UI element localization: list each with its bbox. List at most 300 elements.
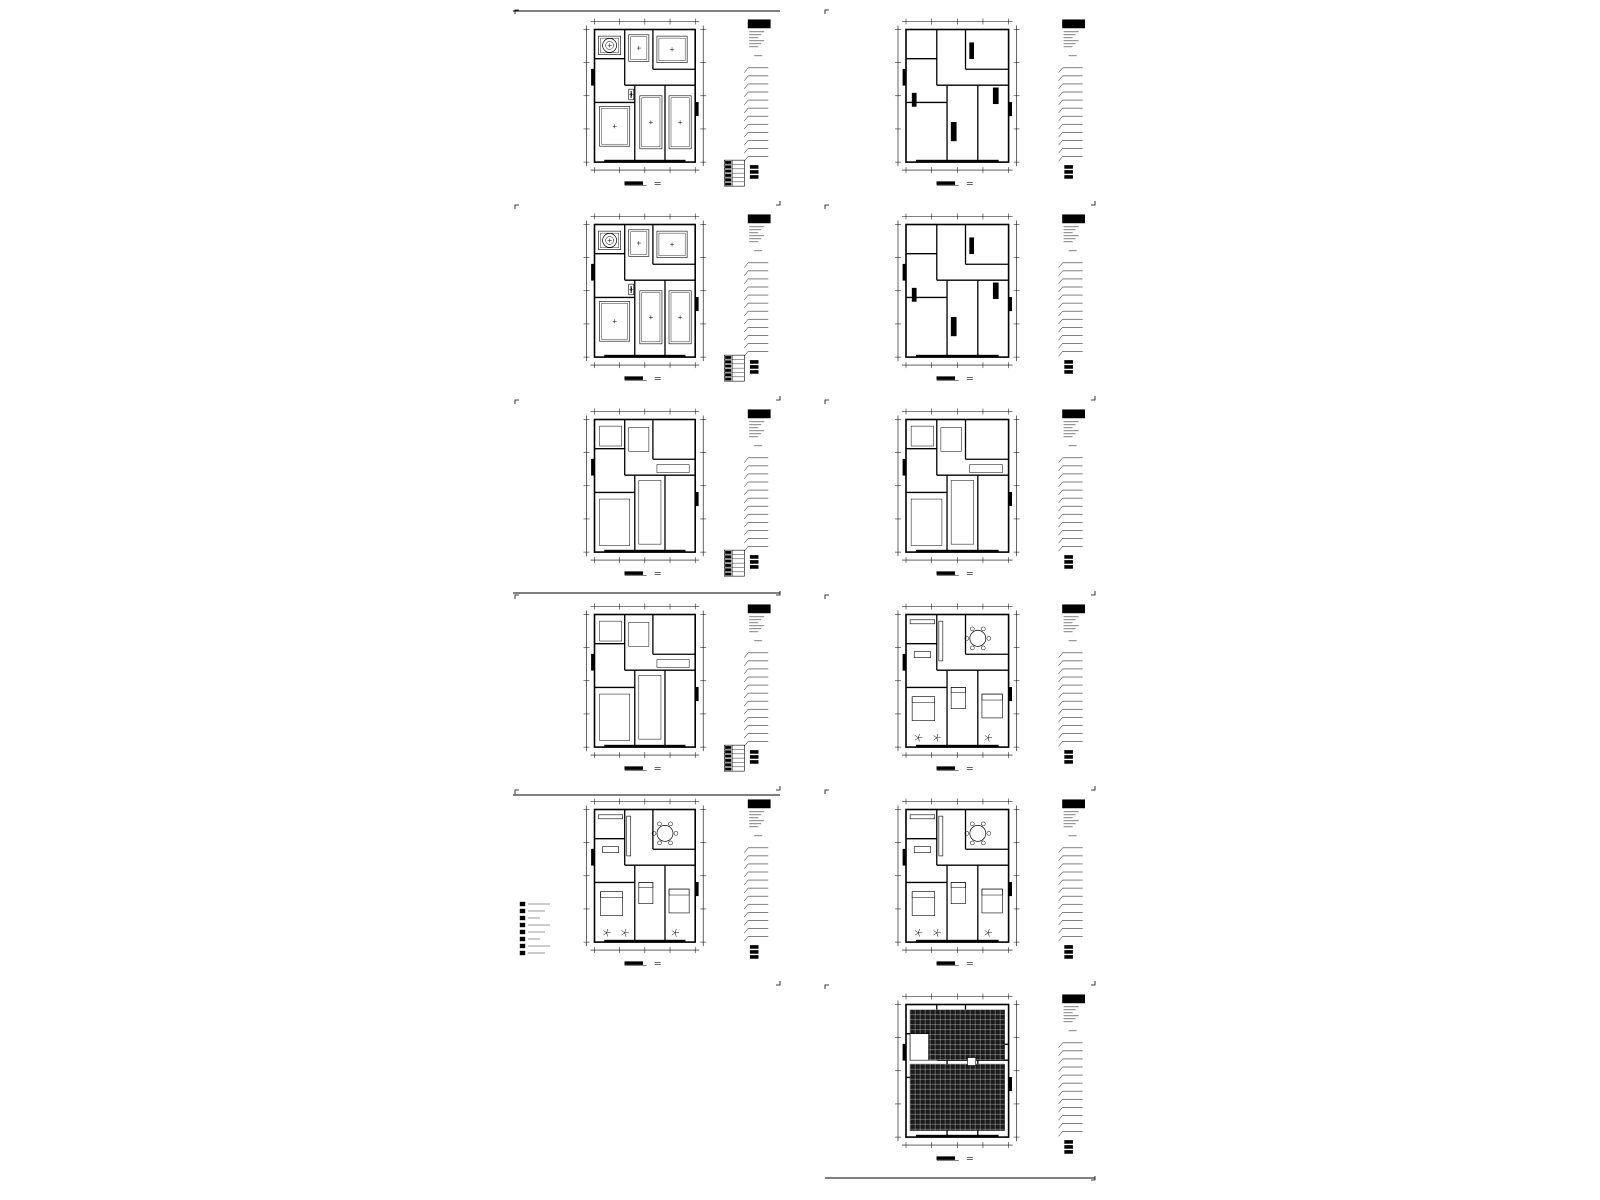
crop-mark bbox=[1091, 786, 1095, 790]
plant-symbol bbox=[915, 735, 918, 737]
title-block-stamp bbox=[750, 360, 758, 363]
room-outline bbox=[600, 499, 630, 545]
title-block-stamp bbox=[750, 555, 758, 558]
title-block-leader bbox=[744, 685, 748, 690]
title-block-stamp bbox=[750, 165, 758, 168]
crop-mark bbox=[776, 201, 780, 205]
plant-symbol bbox=[988, 929, 989, 933]
plan-outer-wall bbox=[595, 615, 696, 748]
title-block-stamp bbox=[750, 560, 758, 563]
title-block-logo bbox=[748, 410, 770, 418]
dining-chair bbox=[970, 822, 974, 826]
legend-symbol bbox=[520, 923, 525, 927]
title-block-leader bbox=[744, 343, 748, 348]
plan-balcony-sill bbox=[916, 940, 998, 942]
structural-column bbox=[993, 88, 998, 104]
legend-table-symbol bbox=[725, 161, 731, 164]
plant-symbol bbox=[937, 734, 938, 738]
title-block-leader bbox=[744, 490, 748, 495]
legend-table-symbol bbox=[725, 560, 731, 563]
plan-wall-notch bbox=[1009, 492, 1012, 505]
plan-wall-notch bbox=[903, 69, 906, 85]
plan-caption-title bbox=[937, 572, 955, 575]
plan-wall-notch bbox=[1009, 297, 1012, 310]
dining-table bbox=[970, 630, 986, 646]
plant-symbol bbox=[621, 930, 624, 932]
plan-balcony-sill bbox=[916, 745, 998, 747]
furniture-legend-list bbox=[520, 902, 550, 955]
legend-symbol bbox=[520, 930, 525, 934]
crop-mark bbox=[825, 595, 829, 599]
title-block-leader bbox=[744, 912, 748, 917]
title-block-leader bbox=[1059, 311, 1063, 316]
plant-symbol bbox=[988, 738, 989, 742]
title-block-logo bbox=[1063, 20, 1085, 28]
plan-outer-wall bbox=[906, 615, 1009, 748]
title-block-leader bbox=[1059, 514, 1063, 519]
title-block-stamp bbox=[750, 955, 758, 958]
structural-column bbox=[993, 283, 998, 299]
bed bbox=[912, 697, 935, 721]
legend-symbol bbox=[520, 951, 525, 955]
title-block-leader bbox=[744, 522, 748, 527]
kitchen-counter bbox=[599, 815, 623, 819]
plant-symbol bbox=[918, 738, 919, 742]
legend-table-symbol bbox=[725, 356, 731, 359]
legend-table-symbol bbox=[725, 755, 731, 758]
crop-mark bbox=[1091, 591, 1095, 595]
title-block-leader bbox=[1059, 701, 1063, 706]
title-block-leader bbox=[1059, 482, 1063, 487]
plan-wall-notch bbox=[695, 882, 698, 895]
title-block-stamp bbox=[750, 170, 758, 173]
room-outline bbox=[911, 499, 942, 545]
drawing-sheet bbox=[515, 595, 780, 790]
plant-symbol bbox=[621, 933, 624, 935]
title-block-leader bbox=[744, 864, 748, 869]
drawing-sheet bbox=[515, 400, 780, 595]
title-block-leader bbox=[1059, 848, 1063, 853]
title-block-logo bbox=[1063, 800, 1085, 808]
title-block-stamp bbox=[1065, 360, 1073, 363]
plant-symbol bbox=[985, 735, 988, 737]
drawing-sheet bbox=[515, 790, 780, 985]
title-block-logo bbox=[1063, 215, 1085, 223]
title-block-leader bbox=[1059, 263, 1063, 268]
title-block-leader bbox=[1059, 84, 1063, 89]
title-block-leader bbox=[744, 725, 748, 730]
legend-table-symbol bbox=[725, 378, 731, 381]
title-block-leader bbox=[744, 888, 748, 893]
title-block-leader bbox=[744, 936, 748, 941]
plan-caption-title bbox=[937, 962, 955, 965]
title-block-leader bbox=[1059, 319, 1063, 324]
kitchen-counter bbox=[910, 620, 935, 624]
plant-symbol bbox=[625, 933, 626, 937]
room-outline bbox=[951, 480, 974, 544]
title-block-leader bbox=[1059, 936, 1063, 941]
plan-balcony-sill bbox=[605, 745, 686, 747]
kitchen-counter bbox=[939, 816, 943, 856]
title-block-leader bbox=[1059, 1099, 1063, 1104]
bed bbox=[951, 882, 965, 903]
sofa bbox=[914, 652, 930, 658]
bed-pillow bbox=[982, 694, 1003, 700]
title-block-leader bbox=[1059, 140, 1063, 145]
title-block-leader bbox=[1059, 856, 1063, 861]
plan-caption-title bbox=[937, 767, 955, 770]
kitchen-counter bbox=[910, 815, 935, 819]
plan-caption-title bbox=[625, 767, 643, 770]
crop-mark bbox=[1091, 201, 1095, 205]
title-block-leader bbox=[1059, 733, 1063, 738]
bed bbox=[639, 882, 653, 903]
crop-mark bbox=[825, 400, 829, 404]
title-block-leader bbox=[1059, 279, 1063, 284]
bed-pillow bbox=[982, 889, 1003, 895]
legend-symbol bbox=[520, 916, 525, 920]
structural-column bbox=[970, 43, 974, 59]
dining-chair bbox=[970, 841, 974, 845]
title-block-leader bbox=[1059, 669, 1063, 674]
dining-chair bbox=[970, 627, 974, 631]
title-block-leader bbox=[744, 319, 748, 324]
title-block-stamp bbox=[1065, 755, 1073, 758]
title-block-leader bbox=[744, 327, 748, 332]
plant-symbol bbox=[607, 929, 608, 933]
plan-wall-notch bbox=[695, 687, 698, 700]
title-block-leader bbox=[744, 717, 748, 722]
crop-mark bbox=[825, 10, 829, 14]
dining-chair bbox=[981, 841, 985, 845]
plan-wall-notch bbox=[592, 264, 595, 280]
title-block-leader bbox=[1059, 1051, 1063, 1056]
title-block-leader bbox=[744, 303, 748, 308]
title-block-logo bbox=[748, 800, 770, 808]
title-block-leader bbox=[744, 287, 748, 292]
crop-mark bbox=[776, 786, 780, 790]
bed bbox=[982, 694, 1003, 718]
room-outline bbox=[639, 480, 661, 544]
title-block-stamp bbox=[750, 175, 758, 178]
title-block-stamp bbox=[750, 370, 758, 373]
plan-wall-notch bbox=[592, 849, 595, 865]
plan-wall-notch bbox=[695, 492, 698, 505]
title-block-leader bbox=[1059, 132, 1063, 137]
title-block-leader bbox=[1059, 343, 1063, 348]
plan-balcony-sill bbox=[605, 355, 686, 357]
legend-table-symbol bbox=[725, 360, 731, 363]
title-block-leader bbox=[744, 856, 748, 861]
crop-mark bbox=[515, 595, 519, 599]
title-block-leader bbox=[1059, 1107, 1063, 1112]
plant-symbol bbox=[934, 738, 937, 740]
plan-wall-notch bbox=[695, 297, 698, 310]
title-block-leader bbox=[744, 156, 748, 161]
title-block-leader bbox=[1059, 1115, 1063, 1120]
title-block-leader bbox=[744, 140, 748, 145]
title-block-leader bbox=[744, 653, 748, 658]
legend-symbol bbox=[520, 909, 525, 913]
bed bbox=[951, 687, 965, 708]
title-block-leader bbox=[1059, 1059, 1063, 1064]
title-block-stamp bbox=[1065, 170, 1073, 173]
plan-wall-notch bbox=[903, 1044, 906, 1060]
title-block-logo bbox=[748, 215, 770, 223]
plan-balcony-sill bbox=[605, 160, 686, 162]
legend-table-symbol bbox=[725, 568, 731, 571]
plant-symbol bbox=[603, 933, 606, 935]
legend-symbol bbox=[520, 902, 525, 906]
title-block-leader bbox=[1059, 92, 1063, 97]
room-outline bbox=[629, 427, 649, 451]
title-block-leader bbox=[744, 677, 748, 682]
title-block-leader bbox=[1059, 68, 1063, 73]
legend-table-symbol bbox=[725, 183, 731, 186]
room-outline bbox=[657, 660, 689, 668]
legend-symbol bbox=[520, 937, 525, 941]
title-block-leader bbox=[1059, 116, 1063, 121]
plant-symbol bbox=[607, 933, 608, 937]
room-outline bbox=[941, 427, 962, 451]
title-block-leader bbox=[744, 928, 748, 933]
legend-table-symbol bbox=[725, 165, 731, 168]
bed-pillow bbox=[912, 892, 935, 898]
bed-pillow bbox=[912, 697, 935, 703]
title-block-leader bbox=[1059, 685, 1063, 690]
crop-mark bbox=[515, 400, 519, 404]
title-block-stamp bbox=[1065, 950, 1073, 953]
title-block-leader bbox=[744, 538, 748, 543]
title-block-logo bbox=[1063, 410, 1085, 418]
title-block-stamp bbox=[1065, 945, 1073, 948]
plan-wall-notch bbox=[695, 102, 698, 115]
plant-symbol bbox=[937, 929, 938, 933]
drawing-sheet bbox=[515, 205, 780, 400]
room-outline bbox=[600, 621, 622, 641]
plan-caption-title bbox=[937, 1157, 955, 1160]
title-block-leader bbox=[744, 351, 748, 356]
title-block-leader bbox=[744, 132, 748, 137]
plant-symbol bbox=[934, 930, 937, 932]
title-block-leader bbox=[744, 84, 748, 89]
title-block-leader bbox=[1059, 124, 1063, 129]
plan-outer-wall bbox=[906, 810, 1009, 943]
crop-mark bbox=[1091, 981, 1095, 985]
crop-mark bbox=[776, 396, 780, 400]
title-block-leader bbox=[744, 68, 748, 73]
drawing-sheet bbox=[825, 790, 1095, 985]
title-block-leader bbox=[744, 474, 748, 479]
room-outline bbox=[657, 465, 689, 473]
kitchen-counter bbox=[939, 621, 943, 661]
title-block-leader bbox=[744, 880, 748, 885]
title-block-leader bbox=[744, 896, 748, 901]
tile-area bbox=[968, 1058, 976, 1066]
room-outline bbox=[600, 426, 622, 446]
title-block-stamp bbox=[750, 750, 758, 753]
plant-symbol bbox=[985, 738, 988, 740]
title-block-logo bbox=[748, 605, 770, 613]
plant-symbol bbox=[915, 738, 918, 740]
plan-wall-notch bbox=[1009, 102, 1012, 115]
title-block-leader bbox=[744, 872, 748, 877]
plant-symbol bbox=[675, 929, 676, 933]
title-block-leader bbox=[1059, 1067, 1063, 1072]
legend-table-symbol bbox=[725, 551, 731, 554]
title-block-leader bbox=[1059, 287, 1063, 292]
title-block-leader bbox=[744, 482, 748, 487]
dining-chair bbox=[970, 646, 974, 650]
title-block-leader bbox=[1059, 271, 1063, 276]
bed-pillow bbox=[951, 882, 965, 887]
title-block-leader bbox=[744, 530, 748, 535]
plan-wall-notch bbox=[592, 69, 595, 85]
dining-chair bbox=[981, 822, 985, 826]
title-block-leader bbox=[744, 76, 748, 81]
crop-mark bbox=[825, 205, 829, 209]
plant-symbol bbox=[937, 933, 938, 937]
title-block-leader bbox=[1059, 76, 1063, 81]
title-block-leader bbox=[744, 100, 748, 105]
plan-balcony-sill bbox=[916, 550, 998, 552]
title-block-leader bbox=[1059, 1043, 1063, 1048]
title-block-leader bbox=[744, 458, 748, 463]
title-block-stamp bbox=[750, 760, 758, 763]
title-block-leader bbox=[744, 669, 748, 674]
legend-table-symbol bbox=[725, 573, 731, 576]
title-block-leader bbox=[1059, 888, 1063, 893]
title-block-leader bbox=[1059, 1131, 1063, 1136]
title-block-leader bbox=[744, 263, 748, 268]
title-block-leader bbox=[1059, 351, 1063, 356]
plant-symbol bbox=[988, 933, 989, 937]
bed bbox=[669, 889, 689, 913]
title-block-leader bbox=[1059, 108, 1063, 113]
plan-balcony-sill bbox=[916, 160, 998, 162]
title-block-leader bbox=[744, 514, 748, 519]
sofa bbox=[603, 847, 619, 853]
bed bbox=[982, 889, 1003, 913]
bed bbox=[601, 892, 623, 916]
title-block-leader bbox=[1059, 864, 1063, 869]
title-block-leader bbox=[1059, 904, 1063, 909]
title-block-leader bbox=[744, 124, 748, 129]
plan-wall-notch bbox=[592, 459, 595, 475]
plant-symbol bbox=[672, 930, 675, 932]
dining-chair bbox=[987, 831, 991, 835]
title-block-stamp bbox=[1065, 1145, 1073, 1148]
plant-symbol bbox=[988, 734, 989, 738]
plant-symbol bbox=[934, 933, 937, 935]
plant-symbol bbox=[625, 929, 626, 933]
title-block-leader bbox=[744, 92, 748, 97]
bed-pillow bbox=[951, 687, 965, 692]
bed bbox=[912, 892, 935, 916]
title-block-leader bbox=[744, 848, 748, 853]
crop-mark bbox=[1091, 396, 1095, 400]
title-block-leader bbox=[744, 108, 748, 113]
title-block-leader bbox=[1059, 677, 1063, 682]
title-block-leader bbox=[1059, 474, 1063, 479]
drawing-sheet bbox=[825, 595, 1095, 790]
crop-mark bbox=[825, 790, 829, 794]
dining-chair bbox=[674, 831, 678, 835]
plan-outer-wall bbox=[595, 810, 696, 943]
legend-table-symbol bbox=[725, 174, 731, 177]
title-block-leader bbox=[744, 271, 748, 276]
structural-column bbox=[912, 93, 916, 106]
crop-mark bbox=[515, 205, 519, 209]
plant-symbol bbox=[985, 930, 988, 932]
title-block-leader bbox=[744, 466, 748, 471]
dining-chair bbox=[657, 841, 661, 845]
legend-table-symbol bbox=[725, 555, 731, 558]
title-block-leader bbox=[1059, 693, 1063, 698]
legend-table-symbol bbox=[725, 750, 731, 753]
dining-chair bbox=[668, 841, 672, 845]
plant-symbol bbox=[603, 930, 606, 932]
title-block-leader bbox=[744, 295, 748, 300]
title-block-leader bbox=[1059, 466, 1063, 471]
sofa bbox=[914, 847, 930, 853]
dining-chair bbox=[668, 822, 672, 826]
title-block-leader bbox=[1059, 1083, 1063, 1088]
title-block-stamp bbox=[750, 950, 758, 953]
title-block-leader bbox=[1059, 530, 1063, 535]
title-block-leader bbox=[1059, 1091, 1063, 1096]
kitchen-counter bbox=[627, 816, 631, 856]
drawing-sheet bbox=[515, 10, 780, 205]
room-outline bbox=[911, 426, 934, 446]
title-block-stamp bbox=[1065, 560, 1073, 563]
title-block-leader bbox=[1059, 327, 1063, 332]
title-block-stamp bbox=[1065, 165, 1073, 168]
dining-chair bbox=[981, 627, 985, 631]
title-block-stamp bbox=[1065, 175, 1073, 178]
title-block-stamp bbox=[1065, 750, 1073, 753]
plan-wall-notch bbox=[903, 264, 906, 280]
plan-outer-wall bbox=[595, 420, 696, 553]
title-block-leader bbox=[1059, 1123, 1063, 1128]
legend-table-symbol bbox=[725, 763, 731, 766]
room-outline bbox=[970, 465, 1003, 473]
title-block-leader bbox=[744, 311, 748, 316]
title-block-leader bbox=[744, 920, 748, 925]
plant-symbol bbox=[918, 933, 919, 937]
plan-wall-notch bbox=[592, 654, 595, 670]
structural-column bbox=[970, 238, 974, 254]
title-block-leader bbox=[1059, 490, 1063, 495]
title-block-stamp bbox=[1065, 565, 1073, 568]
drawing-sheet bbox=[825, 985, 1095, 1180]
title-block-leader bbox=[1059, 538, 1063, 543]
legend-symbol bbox=[520, 944, 525, 948]
structural-column bbox=[912, 288, 916, 301]
title-block-leader bbox=[744, 741, 748, 746]
title-block-leader bbox=[1059, 546, 1063, 551]
title-block-leader bbox=[1059, 709, 1063, 714]
title-block-leader bbox=[1059, 148, 1063, 153]
title-block-leader bbox=[1059, 506, 1063, 511]
legend-table-symbol bbox=[725, 369, 731, 372]
bed-pillow bbox=[669, 889, 689, 895]
plan-caption-title bbox=[937, 182, 955, 185]
plan-wall-notch bbox=[903, 849, 906, 865]
title-block-leader bbox=[1059, 303, 1063, 308]
legend-table-symbol bbox=[725, 365, 731, 368]
plan-wall-notch bbox=[1009, 882, 1012, 895]
